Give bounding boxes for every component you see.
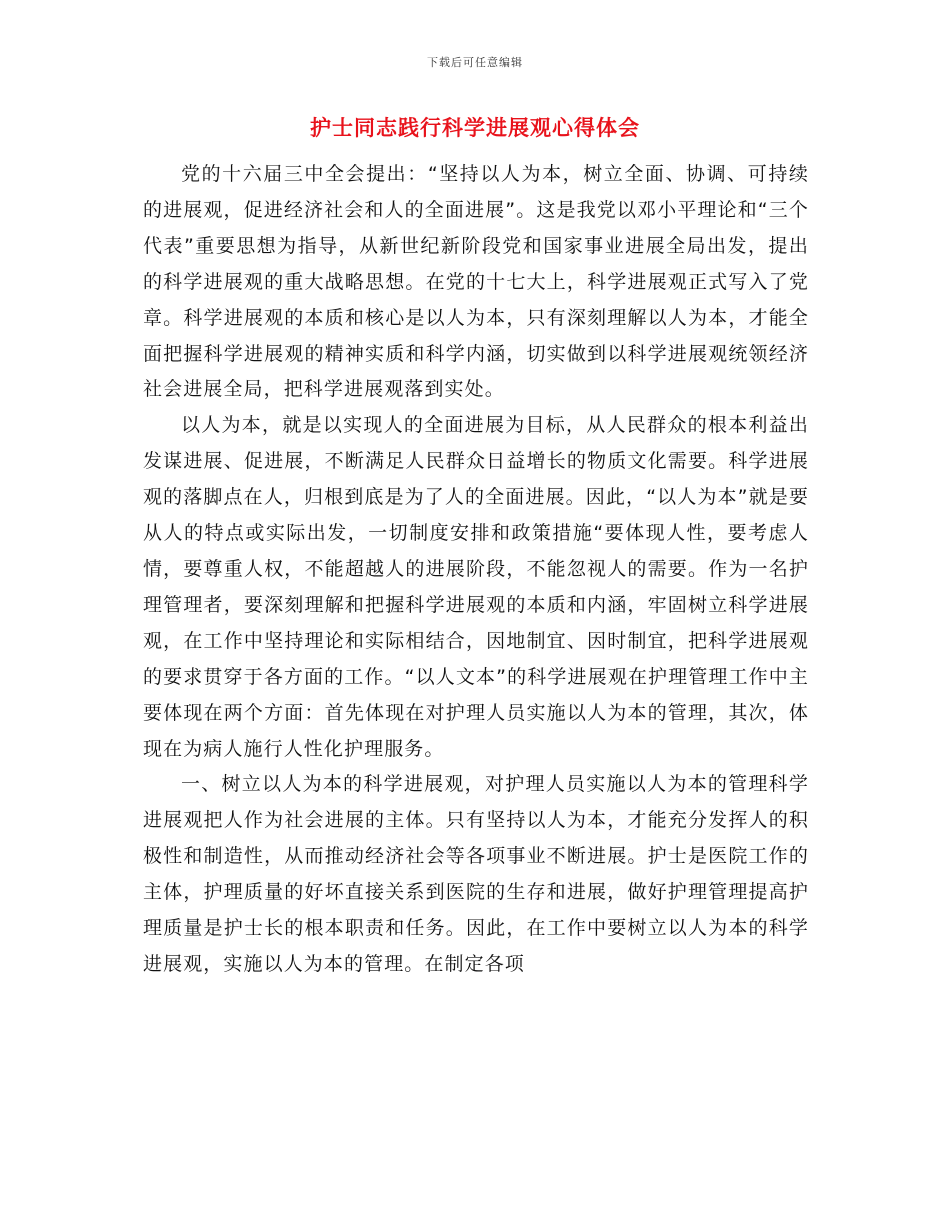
header-note: 下载后可任意编辑 [427,56,523,69]
paragraph-1: 党的十六届三中全会提出：“坚持以人为本，树立全面、协调、可持续的进展观，促进经济社会和人的全面进展”。这是我党以邓小平理论和“三个代表”重要思想为指导，从新世纪新阶段党和国家事业进展全局出发，提出的科学进展观的重大战略思想。在党的十七大上，科学进展观正式写入了党章。科学进展观的本质和核心是以人为本，只有深刻理解以人为本，才能全面把握科学进展观的精神实质和科学内涵，切实做到以科学进展观统领经济社会进展全局，把科学进展观落到实处。 [143,163,809,401]
paragraph-3: 一、树立以人为本的科学进展观，对护理人员实施以人为本的管理科学进展观把人作为社会进展的主体。只有坚持以人为本，才能充分发挥人的积极性和制造性，从而推动经济社会等各项事业不断进展。护士是医院工作的主体，护理质量的好坏直接关系到医院的生存和进展，做好护理管理提高护理质量是护士长的根本职责和任务。因此，在工作中要树立以人为本的科学进展观，实施以人为本的管理。在制定各项 [143,773,809,975]
paragraph-2: 以人为本，就是以实现人的全面进展为目标，从人民群众的根本利益出发谋进展、促进展，不断满足人民群众日益增长的物质文化需要。科学进展观的落脚点在人，归根到底是为了人的全面进展。因此，“以人为本”就是要从人的特点或实际出发，一切制度安排和政策措施“要体现人性，要考虑人情，要尊重人权，不能超越人的进展阶段，不能忽视人的需要。作为一名护理管理者，要深刻理解和把握科学进展观的本质和内涵，牢固树立科学进展观，在工作中坚持理论和实际相结合，因地制宜、因时制宜，把科学进展观的要求贯穿于各方面的工作。“以人文本”的科学进展观在护理管理工作中主要体现在两个方面：首先体现在对护理人员实施以人为本的管理，其次，体现在为病人施行人性化护理服务。 [143,414,809,760]
document-title: 护士同志践行科学进展观心得体会 [310,116,640,140]
document-body [143,157,809,983]
